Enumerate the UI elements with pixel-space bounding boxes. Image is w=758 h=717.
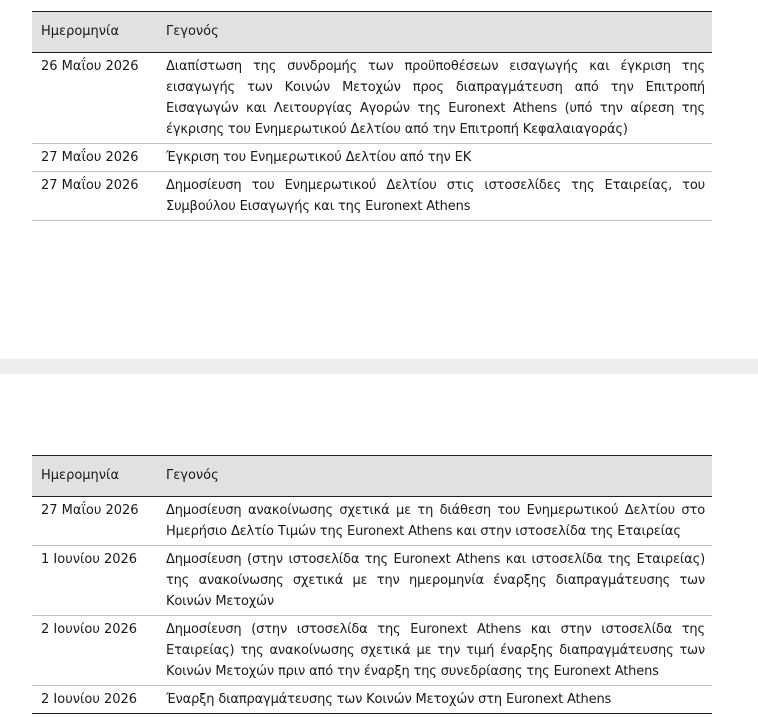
- timetable-2: [32, 455, 712, 714]
- row-date: 2 Ιουνίου 2026: [41, 622, 138, 637]
- row-event: Έγκριση του Ενημερωτικού Δελτίου από την ΕΚ: [166, 150, 472, 165]
- date-column-header: Ημερομηνία: [41, 468, 120, 483]
- date-column-header: Ημερομηνία: [41, 24, 120, 39]
- timetable-1: [32, 11, 712, 221]
- row-date: 27 Μαΐου 2026: [41, 178, 139, 193]
- table-header: [32, 11, 712, 53]
- table-row: [32, 53, 712, 144]
- row-date: 27 Μαΐου 2026: [41, 503, 139, 518]
- row-event: Δημοσίευση ανακοίνωσης σχετικά με τη διάθεση του Ενημερωτικού Δελτίου στο Ημερήσιο Δελτίο Τιμών της Euronext Athens και στην ιστοσελίδα της Εταιρείας: [166, 503, 705, 539]
- event-column-header: Γεγονός: [166, 24, 219, 39]
- row-event: Έναρξη διαπραγμάτευσης των Κοινών Μετοχών στη Euronext Athens: [166, 692, 612, 707]
- table-row: [32, 144, 712, 172]
- row-event: Δημοσίευση (στην ιστοσελίδα της Euronext Athens και ιστοσελίδα της Εταιρείας) της ανακοίνωσης σχετικά με την ημερομηνία έναρξης διαπραγμάτευσης των Κοινών Μετοχών: [166, 552, 705, 609]
- page-separator: [0, 359, 758, 374]
- row-event: Δημοσίευση του Ενημερωτικού Δελτίου στις ιστοσελίδες της Εταιρείας, του Συμβούλου Εισαγωγής και της Euronext Athens: [166, 178, 705, 214]
- row-date: 2 Ιουνίου 2026: [41, 692, 138, 707]
- table-row: [32, 616, 712, 686]
- table-header: [32, 455, 712, 497]
- row-event: Δημοσίευση (στην ιστοσελίδα της Euronext Athens και στην ιστοσελίδα της Εταιρείας) της ανακοίνωσης σχετικά με την τιμή έναρξης διαπραγμάτευσης των Κοινών Μετοχών πριν από την έναρξη της συνεδρίασης της Euronext Athens: [166, 622, 705, 679]
- row-date: 26 Μαΐου 2026: [41, 59, 139, 74]
- table-row: [32, 546, 712, 616]
- event-column-header: Γεγονός: [166, 468, 219, 483]
- row-event: Διαπίστωση της συνδρομής των προϋποθέσεων εισαγωγής και έγκριση της εισαγωγής των Κοινών Μετοχών προς διαπραγμάτευση από την Επιτροπή Εισαγωγών και Λειτουργίας Αγορών της Euronext Athens (υπό την αίρεση της έγκρισης του Ενημερωτικού Δελτίου από την Επιτροπή Κεφαλαιαγοράς): [166, 59, 705, 137]
- table-row: [32, 172, 712, 221]
- row-date: 27 Μαΐου 2026: [41, 150, 139, 165]
- row-date: 1 Ιουνίου 2026: [41, 552, 138, 567]
- table-row: [32, 686, 712, 714]
- table-row: [32, 497, 712, 546]
